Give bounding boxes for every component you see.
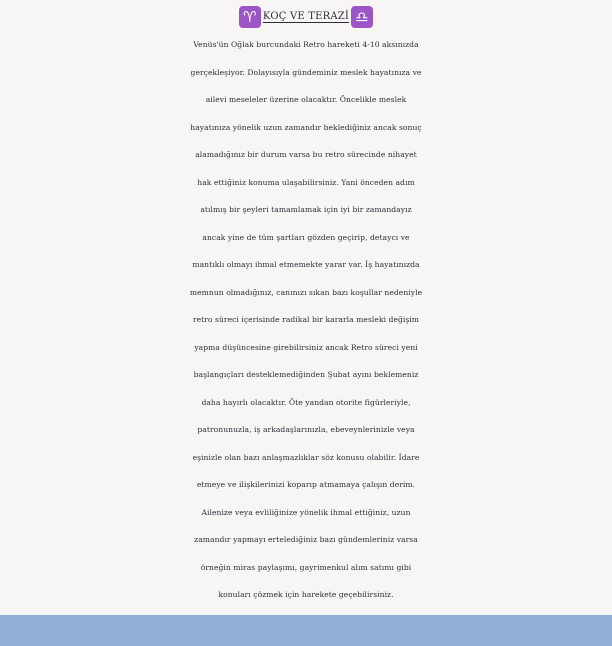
text-line: eşinizle olan bazı anlaşmazlıklar söz konusu olabilir. İdare xyxy=(192,452,420,462)
text-line: zamandır yapmayı ertelediğiniz bazı gündemleriniz varsa xyxy=(194,535,418,544)
text-line: retro süreci içerisinde radikal bir kararla mesleki değişim xyxy=(192,315,420,324)
text-line: yapma düşüncesine girebilirsiniz ancak Retro süreci yeni xyxy=(194,342,418,352)
text-line: ancak yine de tüm şartları gözden geçirip, detaycı ve xyxy=(202,232,410,242)
text-line: örneğin miras paylaşımı, gayrimenkul alım satımı gibi xyxy=(200,562,412,572)
text-line: alamadığınız bir durum varsa bu retro sürecinde nihayet xyxy=(195,150,417,159)
text-line: atılmış bir şeyleri tamamlamak için iyi bir zamandayız xyxy=(200,205,412,214)
horoscope-text xyxy=(0,31,612,609)
text-line: ailevi meseleler üzerine olacaktır. Öncelikle meslek xyxy=(205,95,407,104)
text-line: Ailenize veya evliliğinize yönelik ihmal ettiğiniz, uzun xyxy=(201,507,411,517)
text-line: Venüs'ün Oğlak burcundaki Retro hareketi 4-10 aksınızda xyxy=(193,40,419,49)
footer-band xyxy=(0,615,612,646)
heading xyxy=(0,3,612,31)
text-line: mantıklı olmayı ihmal etmemekte yarar var. İş hayatınızda xyxy=(192,260,420,269)
heading-title: KOÇ VE TERAZİ xyxy=(262,11,350,22)
text-line: memnun olmadığınız, canınızı sıkan bazı koşullar nedeniyle xyxy=(189,287,423,297)
text-line: etmeye ve ilişkilerinizi koparıp atmamaya çalışın derim. xyxy=(196,480,416,489)
text-line: hak ettiğiniz konuma ulaşabilirsiniz. Yani önceden adım xyxy=(197,177,415,187)
libra-sign-icon: ♎ xyxy=(351,6,373,28)
aries-sign-icon: ♈ xyxy=(239,6,261,28)
text-line: konuları çözmek için harekete geçebilirsiniz. xyxy=(218,590,394,599)
text-line: gerçekleşiyor. Dolayısıyla gündeminiz meslek hayatınıza ve xyxy=(190,67,422,77)
text-line: başlangıçları desteklemediğinden Şubat ayını beklemeniz xyxy=(193,370,419,379)
text-line: hayatınıza yönelik uzun zamandır beklediğiniz ancak sonuç xyxy=(190,122,422,132)
text-line: daha hayırlı olacaktır. Öte yandan otorite figürleriyle, xyxy=(201,397,411,407)
text-line: patronunuzla, iş arkadaşlarınızla, ebeveynlerinizle veya xyxy=(197,425,415,434)
